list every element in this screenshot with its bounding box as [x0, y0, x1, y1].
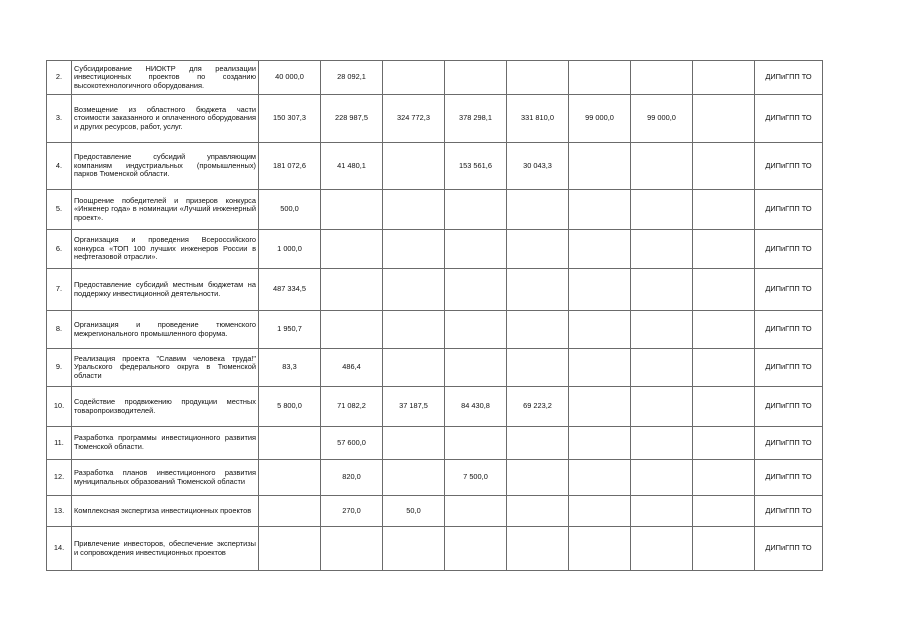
executor-cell: ДИПиГПП ТО: [755, 527, 823, 571]
amount-cell: 500,0: [259, 190, 321, 230]
amount-cell: [321, 527, 383, 571]
amount-cell: 228 987,5: [321, 95, 383, 143]
amount-cell: [445, 527, 507, 571]
table-body: [47, 61, 823, 571]
amount-cell: 153 561,6: [445, 143, 507, 190]
amount-cell: 50,0: [383, 496, 445, 527]
amount-cell: [321, 311, 383, 349]
amount-cell: [259, 427, 321, 460]
row-number-cell: 5.: [47, 190, 72, 230]
amount-cell: [631, 269, 693, 311]
amount-cell: [693, 460, 755, 496]
amount-cell: 99 000,0: [631, 95, 693, 143]
amount-cell: [631, 61, 693, 95]
row-number-cell: 13.: [47, 496, 72, 527]
table-row: [47, 230, 823, 269]
row-number-cell: 8.: [47, 311, 72, 349]
row-number-cell: 9.: [47, 349, 72, 387]
amount-cell: 324 772,3: [383, 95, 445, 143]
amount-cell: [259, 460, 321, 496]
amount-cell: [321, 230, 383, 269]
activity-name-cell: Разработка программы инвестиционного развития Тюменской области.: [72, 427, 259, 460]
amount-cell: [693, 427, 755, 460]
activity-name-cell: Организация и проведение тюменского межрегионального промышленного форума.: [72, 311, 259, 349]
amount-cell: [445, 427, 507, 460]
amount-cell: [569, 460, 631, 496]
amount-cell: 378 298,1: [445, 95, 507, 143]
amount-cell: [569, 427, 631, 460]
amount-cell: [507, 349, 569, 387]
amount-cell: [693, 61, 755, 95]
amount-cell: [569, 349, 631, 387]
amount-cell: [631, 143, 693, 190]
amount-cell: [507, 460, 569, 496]
amount-cell: [507, 269, 569, 311]
amount-cell: 28 092,1: [321, 61, 383, 95]
amount-cell: [445, 496, 507, 527]
amount-cell: [631, 460, 693, 496]
amount-cell: [631, 349, 693, 387]
table-row: [47, 496, 823, 527]
amount-cell: [383, 269, 445, 311]
table-row: [47, 527, 823, 571]
amount-cell: [507, 496, 569, 527]
amount-cell: [445, 190, 507, 230]
amount-cell: [445, 61, 507, 95]
amount-cell: 181 072,6: [259, 143, 321, 190]
amount-cell: [693, 527, 755, 571]
amount-cell: [693, 230, 755, 269]
amount-cell: [445, 311, 507, 349]
amount-cell: 486,4: [321, 349, 383, 387]
amount-cell: [383, 190, 445, 230]
amount-cell: 83,3: [259, 349, 321, 387]
amount-cell: [631, 311, 693, 349]
activity-name-cell: Привлечение инвесторов, обеспечение экспертизы и сопровождения инвестиционных проектов: [72, 527, 259, 571]
activity-name-cell: Организация и проведения Всероссийского конкурса «ТОП 100 лучших инженеров России в нефтегазовой отрасли».: [72, 230, 259, 269]
amount-cell: [383, 527, 445, 571]
amount-cell: [631, 427, 693, 460]
activity-name-cell: Реализация проекта "Славим человека труда!" Уральского федерального округа в Тюменской области: [72, 349, 259, 387]
executor-cell: ДИПиГПП ТО: [755, 143, 823, 190]
table-row: [47, 387, 823, 427]
amount-cell: [569, 311, 631, 349]
table-row: [47, 190, 823, 230]
amount-cell: 40 000,0: [259, 61, 321, 95]
row-number-cell: 6.: [47, 230, 72, 269]
row-number-cell: 7.: [47, 269, 72, 311]
row-number-cell: 10.: [47, 387, 72, 427]
table-row: [47, 61, 823, 95]
executor-cell: ДИПиГПП ТО: [755, 190, 823, 230]
amount-cell: [507, 427, 569, 460]
amount-cell: [507, 190, 569, 230]
amount-cell: [693, 95, 755, 143]
activity-name-cell: Поощрение победителей и призеров конкурса «Инженер года» в номинации «Лучший инженерный проект».: [72, 190, 259, 230]
amount-cell: [383, 143, 445, 190]
amount-cell: [507, 527, 569, 571]
amount-cell: 7 500,0: [445, 460, 507, 496]
amount-cell: [569, 496, 631, 527]
table-row: [47, 95, 823, 143]
amount-cell: [507, 61, 569, 95]
amount-cell: [569, 190, 631, 230]
amount-cell: [445, 349, 507, 387]
executor-cell: ДИПиГПП ТО: [755, 460, 823, 496]
amount-cell: 270,0: [321, 496, 383, 527]
row-number-cell: 2.: [47, 61, 72, 95]
table-row: [47, 143, 823, 190]
amount-cell: 1 950,7: [259, 311, 321, 349]
table-row: [47, 269, 823, 311]
amount-cell: [693, 349, 755, 387]
amount-cell: [693, 143, 755, 190]
amount-cell: 30 043,3: [507, 143, 569, 190]
amount-cell: 99 000,0: [569, 95, 631, 143]
activity-name-cell: Возмещение из областного бюджета части стоимости заказанного и оплаченного оборудования и других ресурсов, работ, услуг.: [72, 95, 259, 143]
table-row: [47, 460, 823, 496]
amount-cell: [631, 387, 693, 427]
activity-name-cell: Предоставление субсидий местным бюджетам на поддержку инвестиционной деятельности.: [72, 269, 259, 311]
amount-cell: [631, 496, 693, 527]
amount-cell: [569, 143, 631, 190]
activity-name-cell: Комплексная экспертиза инвестиционных проектов: [72, 496, 259, 527]
activity-name-cell: Содействие продвижению продукции местных товаропроизводителей.: [72, 387, 259, 427]
amount-cell: [631, 527, 693, 571]
amount-cell: 487 334,5: [259, 269, 321, 311]
amount-cell: [693, 190, 755, 230]
executor-cell: ДИПиГПП ТО: [755, 427, 823, 460]
amount-cell: [569, 269, 631, 311]
executor-cell: ДИПиГПП ТО: [755, 269, 823, 311]
amount-cell: 57 600,0: [321, 427, 383, 460]
table-row: [47, 427, 823, 460]
amount-cell: [383, 230, 445, 269]
amount-cell: [259, 496, 321, 527]
amount-cell: [259, 527, 321, 571]
executor-cell: ДИПиГПП ТО: [755, 311, 823, 349]
amount-cell: 41 480,1: [321, 143, 383, 190]
table-row: [47, 311, 823, 349]
amount-cell: [321, 269, 383, 311]
executor-cell: ДИПиГПП ТО: [755, 95, 823, 143]
amount-cell: [445, 269, 507, 311]
row-number-cell: 3.: [47, 95, 72, 143]
amount-cell: [507, 230, 569, 269]
amount-cell: 84 430,8: [445, 387, 507, 427]
row-number-cell: 14.: [47, 527, 72, 571]
amount-cell: [383, 460, 445, 496]
amount-cell: 5 800,0: [259, 387, 321, 427]
amount-cell: 150 307,3: [259, 95, 321, 143]
executor-cell: ДИПиГПП ТО: [755, 349, 823, 387]
amount-cell: [383, 311, 445, 349]
amount-cell: 331 810,0: [507, 95, 569, 143]
table-row: [47, 349, 823, 387]
amount-cell: [693, 496, 755, 527]
executor-cell: ДИПиГПП ТО: [755, 496, 823, 527]
amount-cell: 69 223,2: [507, 387, 569, 427]
amount-cell: 37 187,5: [383, 387, 445, 427]
executor-cell: ДИПиГПП ТО: [755, 61, 823, 95]
amount-cell: [631, 190, 693, 230]
amount-cell: [507, 311, 569, 349]
amount-cell: [693, 269, 755, 311]
activity-name-cell: Предоставление субсидий управляющим компаниям индустриальных (промышленных) парков Тюменской области.: [72, 143, 259, 190]
row-number-cell: 11.: [47, 427, 72, 460]
amount-cell: [569, 61, 631, 95]
amount-cell: [693, 387, 755, 427]
amount-cell: [569, 230, 631, 269]
row-number-cell: 4.: [47, 143, 72, 190]
row-number-cell: 12.: [47, 460, 72, 496]
activity-name-cell: Субсидирование НИОКТР для реализации инвестиционных проектов по созданию высокотехнологичного оборудования.: [72, 61, 259, 95]
amount-cell: [383, 427, 445, 460]
amount-cell: 1 000,0: [259, 230, 321, 269]
amount-cell: [321, 190, 383, 230]
amount-cell: 71 082,2: [321, 387, 383, 427]
budget-table: [46, 60, 823, 571]
amount-cell: [569, 527, 631, 571]
amount-cell: [383, 61, 445, 95]
amount-cell: [569, 387, 631, 427]
executor-cell: ДИПиГПП ТО: [755, 230, 823, 269]
amount-cell: [693, 311, 755, 349]
amount-cell: [445, 230, 507, 269]
amount-cell: [383, 349, 445, 387]
activity-name-cell: Разработка планов инвестиционного развития муниципальных образований Тюменской области: [72, 460, 259, 496]
amount-cell: 820,0: [321, 460, 383, 496]
amount-cell: [631, 230, 693, 269]
executor-cell: ДИПиГПП ТО: [755, 387, 823, 427]
